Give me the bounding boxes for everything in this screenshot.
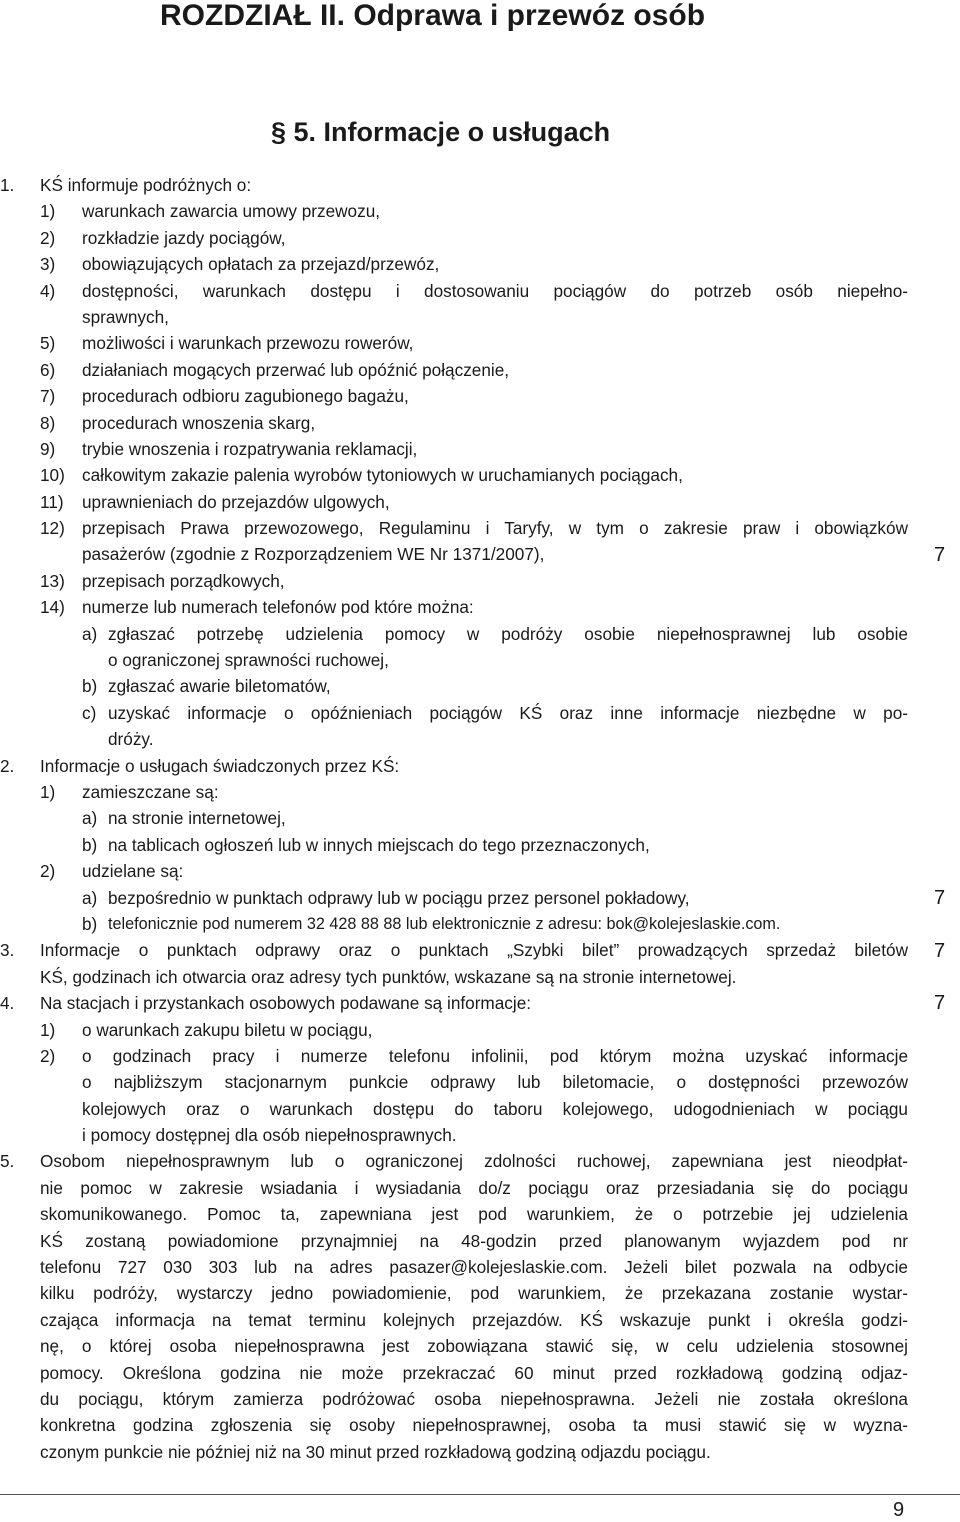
paragraph-text: telefonicznie pod numerem 32 428 88 88 lub elektronicznie z adresu: bok@kolejeslaskie.com. xyxy=(108,914,781,933)
paragraph-text: numerze lub numerach telefonów pod które można: xyxy=(82,597,474,618)
paragraph-text: du pociągu, którym zamierza podróżować osoba niepełnosprawna. Jeżeli nie została określona xyxy=(40,1388,908,1409)
list-marker: 1) xyxy=(40,1019,56,1040)
text-line xyxy=(0,383,910,409)
text-line xyxy=(0,726,910,752)
list-marker: 1) xyxy=(40,781,56,802)
paragraph-text: nie pomoc w zakresie wsiadania i wysiadania do/z pociągu oraz przesiadania się do pociągu xyxy=(40,1177,908,1198)
text-line xyxy=(0,621,910,647)
text-line xyxy=(0,911,910,937)
text-line xyxy=(0,937,910,963)
paragraph-text: procedurach odbioru zagubionego bagażu, xyxy=(82,386,409,407)
list-marker: 1. xyxy=(0,175,15,195)
paragraph-text: rozkładzie jazdy pociągów, xyxy=(82,227,286,248)
text-line xyxy=(0,1201,910,1227)
paragraph-text: o ograniczonej sprawności ruchowej, xyxy=(108,650,389,671)
list-marker: 5) xyxy=(40,333,56,354)
paragraph-text: pomocy. Określona godzina nie może przekraczać 60 minut przed rozkładową godziną odjaz- xyxy=(40,1362,908,1383)
text-line xyxy=(0,805,910,831)
paragraph-text: sprawnych, xyxy=(82,306,169,327)
text-line xyxy=(0,1360,910,1386)
list-marker: 4. xyxy=(0,993,15,1014)
paragraph-text: konkretna godzina zgłoszenia się osoby niepełnosprawnej, osoba ta musi stawić się w wyzna- xyxy=(40,1415,908,1436)
list-marker: b) xyxy=(82,676,98,697)
paragraph-text: na stronie internetowej, xyxy=(108,808,286,829)
text-line xyxy=(0,1412,910,1438)
text-line xyxy=(0,515,910,541)
paragraph-text: uzyskać informacje o opóźnieniach pociągów KŚ oraz inne informacje niezbędne w po- xyxy=(108,702,908,723)
list-marker: 2) xyxy=(40,227,56,248)
text-line xyxy=(0,357,910,383)
text-line xyxy=(0,462,910,488)
text-line xyxy=(0,1096,910,1122)
paragraph-text: czonym punkcie nie później niż na 30 minut przed rozkładową godziną odjazdu pociągu. xyxy=(40,1441,711,1462)
paragraph-text: o warunkach zakupu biletu w pociągu, xyxy=(82,1019,373,1040)
list-marker: 12) xyxy=(40,518,65,539)
text-line xyxy=(0,1254,910,1280)
text-line xyxy=(0,594,910,620)
list-marker: a) xyxy=(82,887,98,908)
list-marker: 6) xyxy=(40,359,56,380)
paragraph-text: Na stacjach i przystankach osobowych podawane są informacje: xyxy=(40,993,532,1014)
paragraph-text: telefonu 727 030 303 lub na adres pasazer@kolejeslaskie.com. Jeżeli bilet pozwala na odbycie xyxy=(40,1257,908,1278)
text-line xyxy=(0,832,910,858)
list-marker: 8) xyxy=(40,412,56,433)
text-line xyxy=(0,251,910,277)
paragraph-text: KŚ, godzinach ich otwarcia oraz adresy tych punktów, wskazane są na stronie internetowej. xyxy=(40,966,737,987)
paragraph-text: kolejowych oraz o warunkach dostępu do taboru kolejowego, udogodnieniach w pociągu xyxy=(82,1098,908,1119)
text-line xyxy=(0,436,910,462)
paragraph-text: uprawnieniach do przejazdów ulgowych, xyxy=(82,491,390,512)
paragraph-text: udzielane są: xyxy=(82,861,184,882)
list-marker: 4) xyxy=(40,280,56,301)
text-line xyxy=(0,225,910,251)
text-line xyxy=(0,1228,910,1254)
paragraph-text: bezpośrednio w punktach odprawy lub w pociągu przez personel pokładowy, xyxy=(108,887,690,908)
paragraph-text: i pomocy dostępnej dla osób niepełnosprawnych. xyxy=(82,1125,457,1146)
text-line xyxy=(0,489,910,515)
list-marker: 2) xyxy=(40,1045,56,1066)
margin-reference-number: 7 xyxy=(934,543,946,566)
text-line xyxy=(0,541,910,567)
list-marker: b) xyxy=(82,913,98,934)
paragraph-text: możliwości i warunkach przewozu rowerów, xyxy=(82,333,414,354)
margin-reference-number: 7 xyxy=(934,939,946,962)
paragraph-text: zgłaszać awarie biletomatów, xyxy=(108,676,331,697)
paragraph-text: przepisach porządkowych, xyxy=(82,570,285,591)
chapter-title: ROZDZIAŁ II. Odprawa i przewóz osób xyxy=(160,0,706,32)
text-line xyxy=(0,278,910,304)
list-marker: 1) xyxy=(40,201,56,222)
text-line xyxy=(0,1069,910,1095)
text-line xyxy=(0,1043,910,1069)
margin-reference-number: 7 xyxy=(934,886,946,909)
paragraph-text: Osobom niepełnosprawnym lub o ograniczonej zdolności ruchowej, zapewniana jest nieodpłat- xyxy=(40,1151,908,1172)
paragraph-text: na tablicach ogłoszeń lub w innych miejscach do tego przeznaczonych, xyxy=(108,834,650,855)
text-line xyxy=(0,330,910,356)
text-line xyxy=(0,1307,910,1333)
list-marker: 9) xyxy=(40,438,56,459)
text-line xyxy=(0,1122,910,1148)
text-line xyxy=(0,753,910,779)
document-body xyxy=(0,172,910,1465)
list-marker: 3) xyxy=(40,254,56,275)
paragraph-text: całkowitym zakazie palenia wyrobów tytoniowych w uruchamianych pociągach, xyxy=(82,465,683,486)
paragraph-text: warunkach zawarcia umowy przewozu, xyxy=(82,201,381,222)
list-marker: b) xyxy=(82,834,98,855)
paragraph-text: zamieszczane są: xyxy=(82,781,219,802)
paragraph-text: Informacje o punktach odprawy oraz o punktach „Szybki bilet” prowadzących sprzedaż biletów xyxy=(40,940,908,961)
margin-reference-number: 7 xyxy=(934,992,946,1015)
text-line xyxy=(0,990,910,1016)
text-line xyxy=(0,172,910,198)
paragraph-text: pasażerów (zgodnie z Rozporządzeniem WE Nr 1371/2007), xyxy=(82,544,545,565)
text-line xyxy=(0,410,910,436)
paragraph-text: przepisach Prawa przewozowego, Regulaminu i Taryfy, w tym o zakresie praw i obowiązków xyxy=(82,518,908,539)
text-line xyxy=(0,858,910,884)
list-marker: 14) xyxy=(40,597,65,618)
paragraph-text: kilku podróży, wystarczy jedno powiadomienie, pod warunkiem, że przekazana zostanie wystar- xyxy=(40,1283,908,1304)
text-line xyxy=(0,673,910,699)
paragraph-text: KŚ informuje podróżnych o: xyxy=(40,175,252,195)
text-line xyxy=(0,700,910,726)
paragraph-text: nę, o której osoba niepełnosprawna jest zobowiązana stawić się, w celu udzielenia stosownej xyxy=(40,1336,908,1357)
list-marker: a) xyxy=(82,623,98,644)
list-marker: 3. xyxy=(0,940,15,961)
list-marker: 5. xyxy=(0,1151,15,1172)
text-line xyxy=(0,779,910,805)
list-marker: 13) xyxy=(40,570,65,591)
text-line xyxy=(0,1017,910,1043)
text-line xyxy=(0,1148,910,1174)
list-marker: c) xyxy=(82,702,97,723)
text-line xyxy=(0,1333,910,1359)
list-marker: a) xyxy=(82,808,98,829)
list-marker: 10) xyxy=(40,465,65,486)
text-line xyxy=(0,568,910,594)
list-marker: 2. xyxy=(0,755,15,776)
text-line xyxy=(0,1175,910,1201)
paragraph-text: dostępności, warunkach dostępu i dostosowaniu pociągów do potrzeb osób niepełno- xyxy=(82,280,908,301)
paragraph-text: KŚ zostaną powiadomione przynajmniej na 48-godzin przed planowanym wyjazdem pod nr xyxy=(40,1230,908,1251)
text-line xyxy=(0,304,910,330)
list-marker: 7) xyxy=(40,386,56,407)
list-marker: 2) xyxy=(40,861,56,882)
paragraph-text: dróży. xyxy=(108,729,154,750)
paragraph-text: obowiązujących opłatach za przejazd/przewóz, xyxy=(82,254,440,275)
paragraph-text: czająca informacja na temat terminu kolejnych przejazdów. KŚ wskazuje punkt i określa godzi- xyxy=(40,1309,908,1330)
paragraph-text: Informacje o usługach świadczonych przez KŚ: xyxy=(40,755,400,776)
paragraph-text: o najbliższym stacjonarnym punkcie odprawy lub biletomacie, o dostępności przewozów xyxy=(82,1072,908,1093)
text-line xyxy=(0,1386,910,1412)
text-line xyxy=(0,1280,910,1306)
paragraph-text: zgłaszać potrzebę udzielenia pomocy w podróży osobie niepełnosprawnej lub osobie xyxy=(108,623,908,644)
text-line xyxy=(0,1439,910,1465)
paragraph-text: o godzinach pracy i numerze telefonu infolinii, pod którym można uzyskać informacje xyxy=(82,1045,908,1066)
paragraph-text: skomunikowanego. Pomoc ta, zapewniana jest pod warunkiem, że o potrzebie jej udzielenia xyxy=(40,1204,908,1225)
paragraph-text: trybie wnoszenia i rozpatrywania reklamacji, xyxy=(82,438,418,459)
text-line xyxy=(0,198,910,224)
text-line xyxy=(0,964,910,990)
paragraph-text: działaniach mogących przerwać lub opóźnić połączenie, xyxy=(82,359,510,380)
paragraph-text: procedurach wnoszenia skarg, xyxy=(82,412,316,433)
footer-divider xyxy=(0,1494,960,1495)
text-line xyxy=(0,647,910,673)
section-title: § 5. Informacje o usługach xyxy=(271,117,611,147)
page-number: 9 xyxy=(893,1499,905,1521)
list-marker: 11) xyxy=(40,491,64,512)
text-line xyxy=(0,885,910,911)
